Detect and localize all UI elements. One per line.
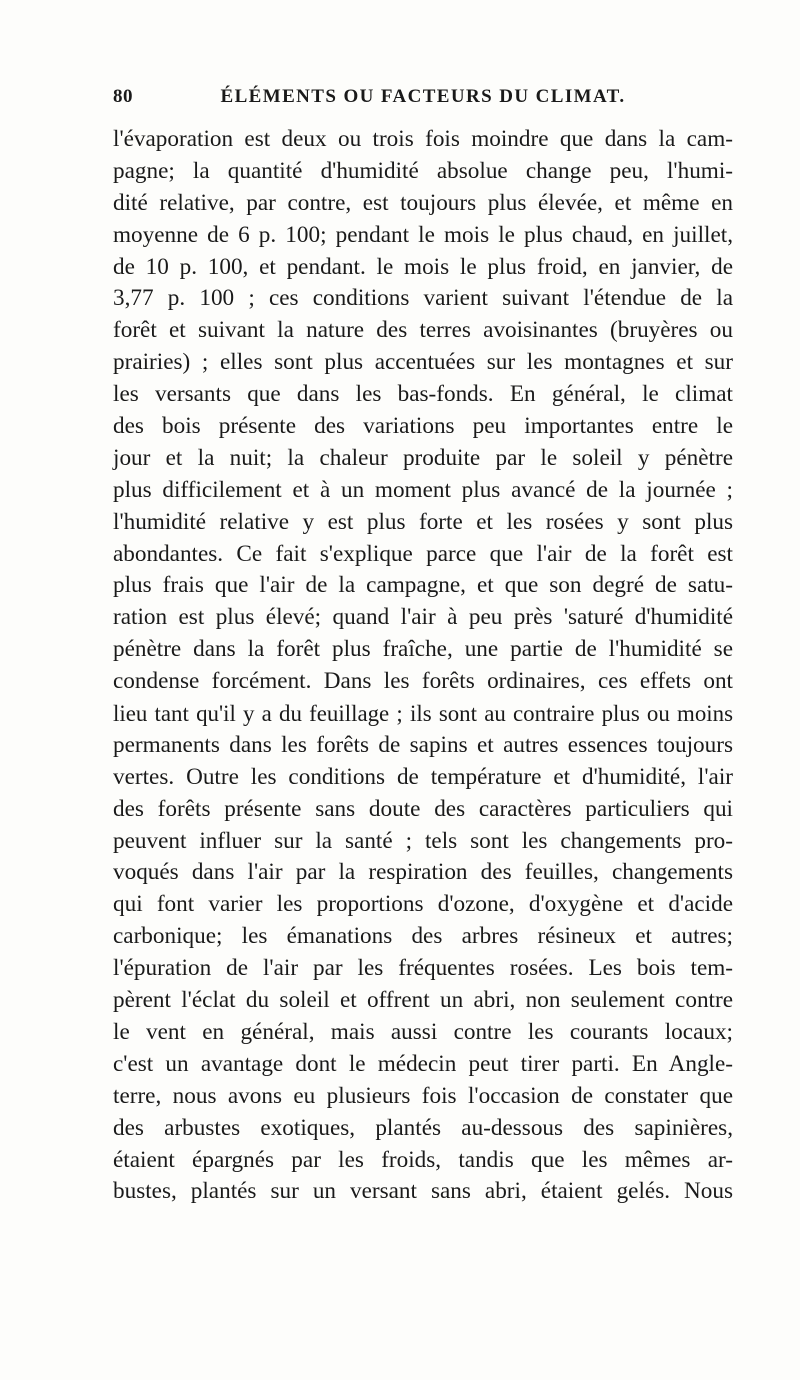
- text-line: bustes, plantés sur un versant sans abri, étaient gelés. Nous: [113, 1178, 733, 1205]
- text-line: permanents dans les forêts de sapins et autres essences toujours: [113, 731, 733, 758]
- text-line: pèrent l'éclat du soleil et offrent un abri, non seulement contre: [113, 987, 733, 1014]
- text-line: les versants que dans les bas-fonds. En général, le climat: [113, 381, 733, 408]
- body-paragraph: [113, 124, 733, 1208]
- text-line: voqués dans l'air par la respiration des feuilles, changements: [113, 859, 733, 886]
- text-line: des bois présente des variations peu importantes entre le: [113, 413, 733, 440]
- text-line: peuvent influer sur la santé ; tels sont les changements pro-: [113, 827, 733, 854]
- text-line: terre, nous avons eu plusieurs fois l'occasion de constater que: [113, 1082, 733, 1109]
- text-line: 3,77 p. 100 ; ces conditions varient suivant l'étendue de la: [113, 285, 733, 312]
- text-line: c'est un avantage dont le médecin peut tirer parti. En Angle-: [113, 1050, 733, 1077]
- text-line: prairies) ; elles sont plus accentuées sur les montagnes et sur: [113, 349, 733, 376]
- text-line: étaient épargnés par les froids, tandis que les mêmes ar-: [113, 1146, 733, 1173]
- text-line: plus difficilement et à un moment plus avancé de la journée ;: [113, 476, 733, 503]
- text-line: jour et la nuit; la chaleur produite par le soleil y pénètre: [113, 444, 733, 471]
- text-line: carbonique; les émanations des arbres résineux et autres;: [113, 923, 733, 950]
- text-line: pénètre dans la forêt plus fraîche, une partie de l'humidité se: [113, 636, 733, 663]
- text-line: lieu tant qu'il y a du feuillage ; ils sont au contraire plus ou moins: [113, 701, 733, 727]
- text-line: condense forcément. Dans les forêts ordinaires, ces effets ont: [113, 668, 733, 695]
- text-line: plus frais que l'air de la campagne, et que son degré de satu-: [113, 572, 733, 599]
- running-head: ÉLÉMENTS OU FACTEURS DU CLIMAT.: [220, 86, 626, 107]
- text-line: ration est plus élevé; quand l'air à peu près 'saturé d'humidité: [113, 604, 733, 631]
- page-header: [113, 86, 733, 116]
- text-line: vertes. Outre les conditions de température et d'humidité, l'air: [113, 763, 733, 790]
- text-line: des arbustes exotiques, plantés au-dessous des sapinières,: [113, 1114, 733, 1141]
- text-line: moyenne de 6 p. 100; pendant le mois le plus chaud, en juillet,: [113, 221, 733, 248]
- text-line: le vent en général, mais aussi contre les courants locaux;: [113, 1018, 733, 1045]
- page-number: 80: [113, 86, 133, 107]
- text-line: de 10 p. 100, et pendant. le mois le plus froid, en janvier, de: [113, 253, 733, 280]
- text-line: forêt et suivant la nature des terres avoisinantes (bruyères ou: [113, 317, 733, 344]
- text-line: abondantes. Ce fait s'explique parce que l'air de la forêt est: [113, 540, 733, 567]
- text-line: l'épuration de l'air par les fréquentes rosées. Les bois tem-: [113, 955, 733, 982]
- text-line: pagne; la quantité d'humidité absolue change peu, l'humi-: [113, 157, 733, 184]
- text-line: qui font varier les proportions d'ozone, d'oxygène et d'acide: [113, 891, 733, 918]
- text-line: des forêts présente sans doute des caractères particuliers qui: [113, 795, 733, 822]
- text-line: l'évaporation est deux ou trois fois moindre que dans la cam-: [113, 126, 733, 152]
- text-line: dité relative, par contre, est toujours plus élevée, et même en: [113, 189, 733, 216]
- text-line: l'humidité relative y est plus forte et les rosées y sont plus: [113, 508, 733, 535]
